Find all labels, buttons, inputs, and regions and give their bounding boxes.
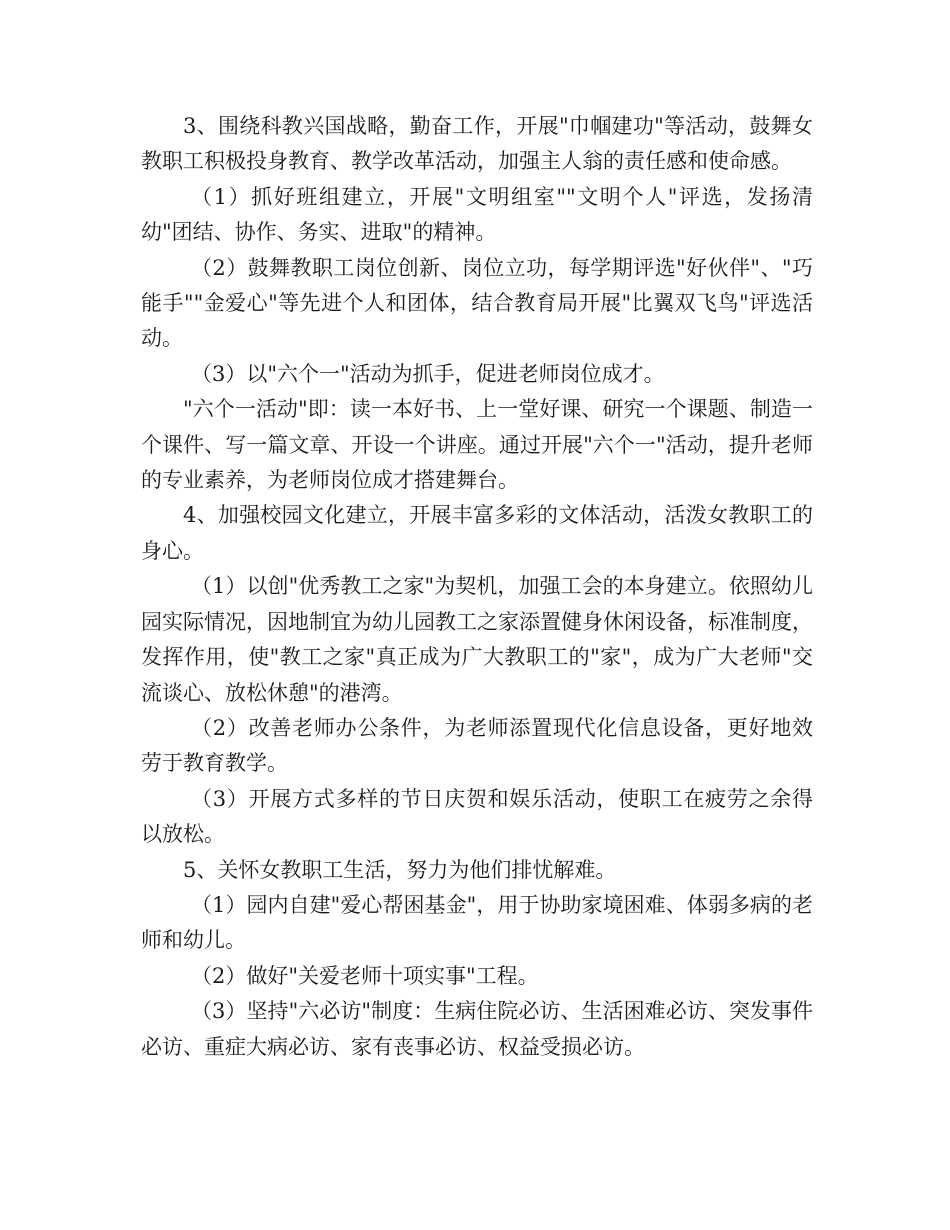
paragraph-campus-culture: 4、加强校园文化建立，开展丰富多彩的文体活动，活泼女教职工的身心。 xyxy=(141,503,813,563)
paragraph-strategy-work: 3、围绕科教兴国战略，勤奋工作，开展"巾帼建功"等活动，鼓舞女教职工积极投身教育、教学改革活动，加强主人翁的责任感和使命感。 xyxy=(141,114,813,174)
paragraph-six-ones: （3）以"六个一"活动为抓手，促进老师岗位成才。 xyxy=(191,361,665,386)
paragraph-love-fund: （1）园内自建"爱心帮困基金"，用于协助家境困难、体弱多病的老师和幼儿。 xyxy=(141,892,813,953)
paragraph-staff-home: （1）以创"优秀教工之家"为契机，加强工会的本身建立。依照幼儿园实际情况，因地制宜为幼儿园教工之家添置健身休闲设备，标准制度，发挥作用，使"教工之家"真正成为广大教职工的"家"，成为广大老师"交流谈心、放松休憩"的港湾。 xyxy=(141,574,813,705)
paragraph-office-conditions: （2）改善老师办公条件，为老师添置现代化信息设备，更好地效劳于教育教学。 xyxy=(141,715,813,776)
paragraph-team-building: （1）抓好班组建立，开展"文明组室""文明个人"评选，发扬清幼"团结、协作、务实、进取"的精神。 xyxy=(141,184,813,245)
paragraph-six-visits: （3）坚持"六必访"制度：生病住院必访、生活困难必访、突发事件必访、重症大病必访、家有丧事必访、权益受损必访。 xyxy=(141,999,813,1059)
document-body xyxy=(141,109,813,1065)
paragraph-festival-activities: （3）开展方式多样的节日庆贺和娱乐活动，使职工在疲劳之余得以放松。 xyxy=(141,786,813,847)
paragraph-ten-projects: （2）做好"关爱老师十项实事"工程。 xyxy=(191,963,539,988)
paragraph-post-innovation: （2）鼓舞教职工岗位创新、岗位立功，每学期评选"好伙伴"、"巧能手""金爱心"等先进个人和团体，结合教育局开展"比翼双飞鸟"评选活动。 xyxy=(141,255,813,351)
paragraph-staff-care: 5、关怀女教职工生活，努力为他们排忧解难。 xyxy=(183,857,617,882)
paragraph-six-ones-detail: "六个一活动"即：读一本好书、上一堂好课、研究一个课题、制造一个课件、写一篇文章、开设一个讲座。通过开展"六个一"活动，提升老师的专业素养，为老师岗位成才搭建舞台。 xyxy=(141,397,813,493)
